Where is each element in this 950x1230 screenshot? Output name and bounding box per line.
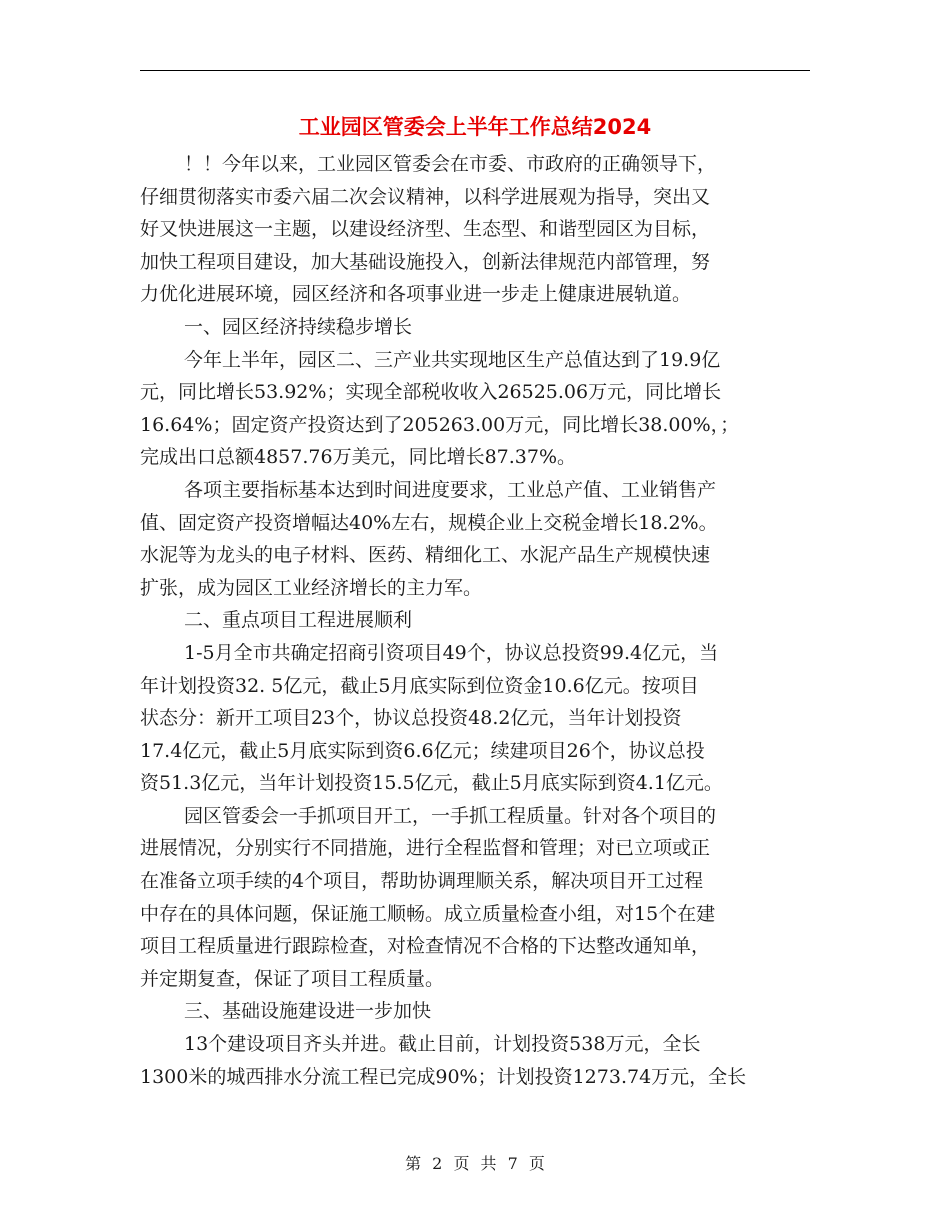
- paragraph-line: 各项主要指标基本达到时间进度要求，工业总产值、工业销售产: [184, 478, 717, 501]
- paragraph-line: 好又快进展这一主题，以建设经济型、生态型、和谐型园区为目标，: [140, 218, 711, 241]
- page-number: 第 2 页 共 7 页: [405, 1154, 545, 1173]
- paragraph-line: 完成出口总额4857.76万美元，同比增长87.37%。: [140, 446, 577, 469]
- paragraph-line: ！！今年以来，工业园区管委会在市委、市政府的正确领导下，: [184, 153, 717, 175]
- paragraph-line: 项目工程质量进行跟踪检查，对检查情况不合格的下达整改通知单，: [140, 935, 711, 958]
- paragraph-line: 仔细贯彻落实市委六届二次会议精神，以科学进展观为指导，突出又: [140, 185, 711, 208]
- paragraph-line: 中存在的具体问题，保证施工顺畅。成立质量检查小组，对15个在建: [140, 902, 716, 925]
- section-heading: 一、园区经济持续稳步增长: [184, 315, 413, 338]
- section-heading: 三、基础设施建设进一步加快: [184, 1000, 432, 1023]
- paragraph-line: 状态分：新开工项目23个，协议总投资48.2亿元，当年计划投资: [140, 707, 682, 730]
- paragraph-line: 加快工程项目建设，加大基础设施投入，创新法律规范内部管理，努: [140, 250, 711, 273]
- paragraph-line: 扩张，成为园区工业经济增长的主力军。: [140, 576, 483, 599]
- document-title: 工业园区管委会上半年工作总结2024: [298, 115, 652, 139]
- paragraph-line: 16.64%；固定资产投资达到了205263.00万元，同比增长38.00%，；: [140, 413, 740, 436]
- paragraph-line: 13个建设项目齐头并进。截止目前，计划投资538万元，全长: [184, 1033, 701, 1056]
- paragraph-line: 并定期复查，保证了项目工程质量。: [140, 967, 445, 990]
- paragraph-line: 1-5月全市共确定招商引资项目49个，协议总投资99.4亿元，当: [184, 641, 719, 664]
- header-rule: [140, 70, 810, 71]
- paragraph-line: 年计划投资32. 5亿元，截止5月底实际到位资金10.6亿元。按项目: [140, 674, 699, 697]
- document-body: [140, 148, 815, 1093]
- paragraph-line: 1300米的城西排水分流工程已完成90%；计划投资1273.74万元，全长: [140, 1065, 747, 1088]
- paragraph-line: 在准备立项手续的4个项目，帮助协调理顺关系，解决项目开工过程: [140, 870, 704, 893]
- paragraph-line: 水泥等为龙头的电子材料、医药、精细化工、水泥产品生产规模快速: [140, 544, 711, 567]
- paragraph-line: 元，同比增长53.92%；实现全部税收收入26525.06万元，同比增长: [140, 381, 722, 404]
- paragraph-line: 17.4亿元，截止5月底实际到资6.6亿元；续建项目26个，协议总投: [140, 739, 705, 762]
- paragraph-line: 资51.3亿元，当年计划投资15.5亿元，截止5月底实际到资4.1亿元。: [140, 772, 723, 795]
- paragraph-line: 今年上半年，园区二、三产业共实现地区生产总值达到了19.9亿: [184, 348, 721, 371]
- paragraph-line: 力优化进展环境，园区经济和各项事业进一步走上健康进展轨道。: [140, 283, 692, 306]
- paragraph-line: 值、固定资产投资增幅达40%左右，规模企业上交税金增长18.2%。: [140, 511, 718, 534]
- paragraph-line: 园区管委会一手抓项目开工，一手抓工程质量。针对各个项目的: [184, 804, 717, 827]
- section-heading: 二、重点项目工程进展顺利: [184, 609, 413, 632]
- paragraph-line: 进展情况，分别实行不同措施，进行全程监督和管理；对已立项或正: [140, 837, 711, 860]
